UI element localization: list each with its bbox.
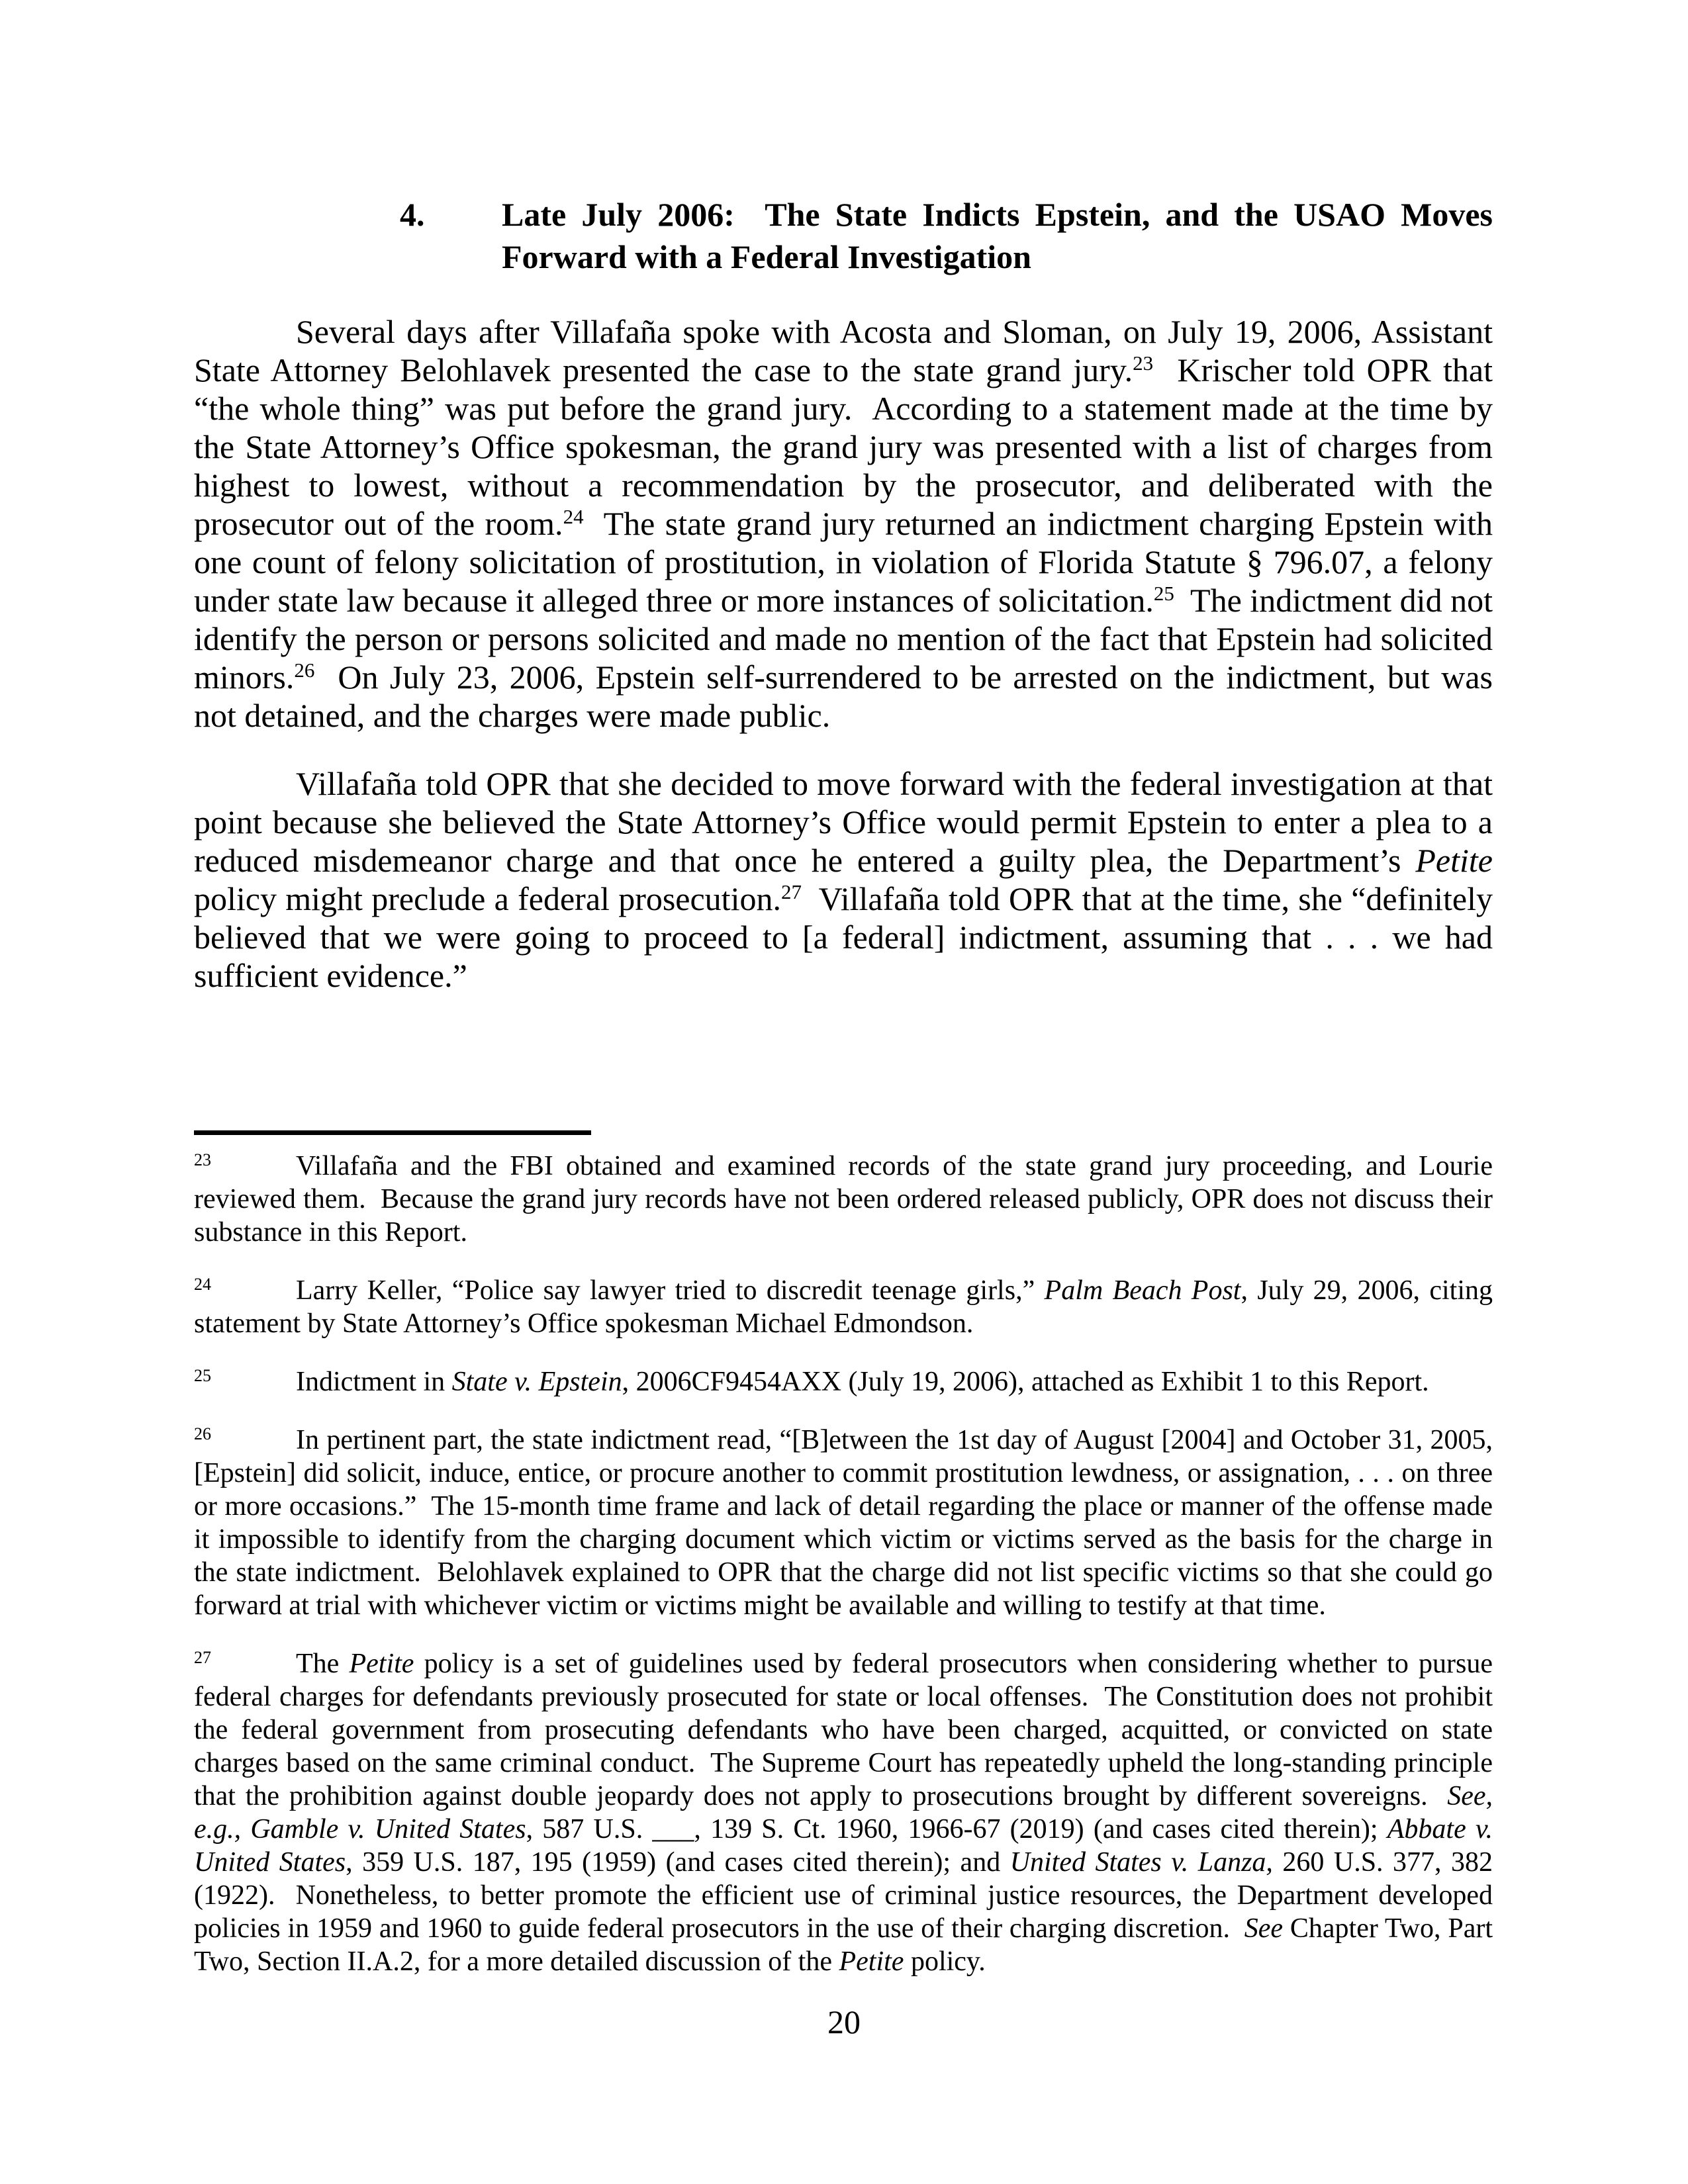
page-content [194, 0, 1493, 1978]
footnote-text: The Petite policy is a set of guidelines used by federal prosecutors when considering whether to pursue federal charges for defendants previously prosecuted for state or local offenses. The Constitution does not prohibit the federal government from prosecuting defendants who have been charged, acquitted, or convicted on state charges based on the same criminal conduct. The Supreme Court has repeatedly upheld the long-standing principle that the prohibition against double jeopardy does not apply to prosecutions brought by different sovereigns. See, e.g., Gamble v. United States, 587 U.S. ___, 139 S. Ct. 1960, 1966-67 (2019) (and cases cited therein); Abbate v. United States, 359 U.S. 187, 195 (1959) (and cases cited therein); and United States v. Lanza, 260 U.S. 377, 382 (1922). Nonetheless, to better promote the efficient use of criminal justice resources, the Department developed policies in 1959 and 1960 to guide federal prosecutors in the use of their charging discretion. See Chapter Two, Part Two, Section II.A.2, for a more detailed discussion of the Petite policy. [194, 1649, 1493, 1977]
section-number: 4. [400, 196, 425, 233]
footnote-text: Indictment in State v. Epstein, 2006CF9454AXX (July 19, 2006), attached as Exhibit 1 to this Report. [296, 1367, 1429, 1397]
footnote-26: $^{26}$ In pertinent part, the state indictment read, “[B]etween the 1st day of August [2004] and October 31, 2005, [Epstein] did solicit, induce, entice, or procure another to commit prostitution lewdness, or assignation, . . . on three or more occasions.” The 15-month time frame and lack of detail regarding the place or manner of the offense made it impossible to identify from the charging document which victim or victims served as the basis for the charge in the state indictment. Belohlavek explained to OPR that the charge did not list specific victims so that she could go forward at trial with whichever victim or victims might be available and willing to testify at that time. [194, 1424, 1493, 1621]
footnote-separator [194, 1130, 591, 1135]
footnotes-section [194, 1150, 1493, 1978]
section-heading [400, 193, 1493, 278]
body-paragraph-1: Several days after Villafaña spoke with Acosta and Sloman, on July 19, 2006, Assistant State Attorney Belohlavek presented the case to the state grand jury.$^{23}$ Krischer told OPR that “the whole thing” was put before the grand jury. According to a statement made at the time by the State Attorney’s Office spokesman, the grand jury was presented with a list of charges from highest to lowest, without a recommendation by the prosecutor, and deliberated with the prosecutor out of the room.$^{24}$ The state grand jury returned an indictment charging Epstein with one count of felony solicitation of prostitution, in violation of Florida Statute § 796.07, a felony under state law because it alleged three or more instances of solicitation.$^{25}$ The indictment did not identify the person or persons solicited and made no mention of the fact that Epstein had solicited minors.$^{26}$ On July 23, 2006, Epstein self-surrendered to be arrested on the indictment, but was not detained, and the charges were made public. [194, 313, 1493, 734]
footnote-24: $^{24}$ Larry Keller, “Police say lawyer tried to discredit teenage girls,” Palm Beach Post, July 29, 2006, citing statement by State Attorney’s Office spokesman Michael Edmondson. [194, 1275, 1493, 1339]
footnote-23: $^{23}$ Villafaña and the FBI obtained and examined records of the state grand jury proceeding, and Lourie reviewed them. Because the grand jury records have not been ordered released publicly, OPR does not discuss their substance in this Report. [194, 1150, 1493, 1248]
footnote-text: Villafaña and the FBI obtained and examined records of the state grand jury proceeding, and Lourie reviewed them. Because the grand jury records have not been ordered released publicly, OPR does not discuss their substance in this Report. [194, 1151, 1493, 1248]
footnote-25: $^{25}$ Indictment in State v. Epstein, 2006CF9454AXX (July 19, 2006), attached as Exhibit 1 to this Report. [194, 1366, 1429, 1397]
body-paragraph-2: Villafaña told OPR that she decided to move forward with the federal investigation at that point because she believed the State Attorney’s Office would permit Epstein to enter a plea to a reduced misdemeanor charge and that once he entered a guilty plea, the Department’s Petite policy might preclude a federal prosecution.$^{27}$ Villafaña told OPR that at the time, she “definitely believed that we were going to proceed to [a federal] indictment, assuming that . . . we had sufficient evidence.” [194, 765, 1493, 994]
footnote-text: Larry Keller, “Police say lawyer tried to discredit teenage girls,” Palm Beach Post, July 29, 2006, citing statement by State Attorney’s Office spokesman Michael Edmondson. [194, 1275, 1493, 1339]
section-title: Late July 2006: The State Indicts Epstein, and the USAO Moves Forward with a Federal Investigation [502, 196, 1493, 275]
footnote-27: $^{27}$ The Petite policy is a set of guidelines used by federal prosecutors when considering whether to pursue federal charges for defendants previously prosecuted for state or local offenses. The Constitution does not prohibit the federal government from prosecuting defendants who have been charged, acquitted, or convicted on state charges based on the same criminal conduct. The Supreme Court has repeatedly upheld the long-standing principle that the prohibition against double jeopardy does not apply to prosecutions brought by different sovereigns. See, e.g., Gamble v. United States, 587 U.S. ___, 139 S. Ct. 1960, 1966-67 (2019) (and cases cited therein); Abbate v. United States, 359 U.S. 187, 195 (1959) (and cases cited therein); and United States v. Lanza, 260 U.S. 377, 382 (1922). Nonetheless, to better promote the efficient use of criminal justice resources, the Department developed policies in 1959 and 1960 to guide federal prosecutors in the use of their charging discretion. See Chapter Two, Part Two, Section II.A.2, for a more detailed discussion of the Petite policy. [194, 1648, 1493, 1977]
footnote-text: In pertinent part, the state indictment read, “[B]etween the 1st day of August [2004] and October 31, 2005, [Epstein] did solicit, induce, entice, or procure another to commit prostitution lewdness, or assignation, . . . on three or more occasions.” The 15-month time frame and lack of detail regarding the place or manner of the offense made it impossible to identify from the charging document which victim or victims served as the basis for the charge in the state indictment. Belohlavek explained to OPR that the charge did not list specific victims so that she could go forward at trial with whichever victim or victims might be available and willing to testify at that time. [194, 1425, 1493, 1621]
page-number: 20 [827, 2003, 861, 2040]
